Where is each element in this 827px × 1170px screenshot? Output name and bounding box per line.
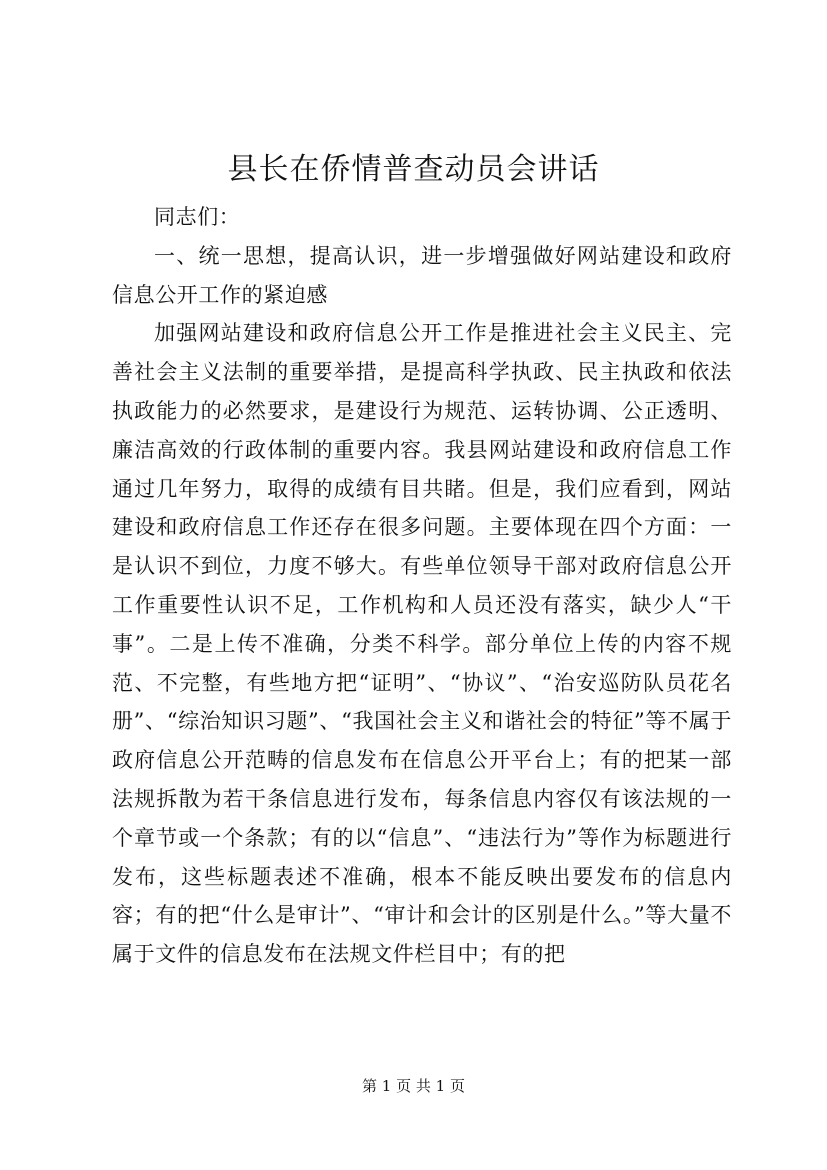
document-title: 县长在侨情普查动员会讲话 [227,152,600,187]
section-heading: 一、统一思想，提高认识，进一步增强做好网站建设和政府信息公开工作的紧迫感 [112,243,732,307]
page-footer: 第 1 页 共 1 页 [362,1077,465,1095]
salutation: 同志们： [154,205,241,229]
body-paragraph: 加强网站建设和政府信息公开工作是推进社会主义民主、完善社会主义法制的重要举措，是提高科学执政、民主执政和依法执政能力的必然要求，是建设行为规范、运转协调、公正透明、廉洁高效的行政体制的重要内容。我县网站建设和政府信息工作通过几年努力，取得的成绩有目共睹。但是，我们应看到，网站建设和政府信息工作还存在很多问题。主要体现在四个方面：一是认识不到位，力度不够大。有些单位领导干部对政府信息公开工作重要性认识不足，工作机构和人员还没有落实，缺少人“干事”。二是上传不准确，分类不科学。部分单位上传的内容不规范、不完整，有些地方把“证明”、“协议”、“治安巡防队员花名册”、“综治知识习题”、“我国社会主义和谐社会的特征”等不属于政府信息公开范畴的信息发布在信息公开平台上；有的把某一部法规拆散为若干条信息进行发布，每条信息内容仅有该法规的一个章节或一个条款；有的以“信息”、“违法行为”等作为标题进行发布，这些标题表述不准确，根本不能反映出要发布的信息内容；有的把“什么是审计”、“审计和会计的区别是什么。”等大量不属于文件的信息发布在法规文件栏目中；有的把 [112,321,732,967]
document-body [112,198,732,974]
